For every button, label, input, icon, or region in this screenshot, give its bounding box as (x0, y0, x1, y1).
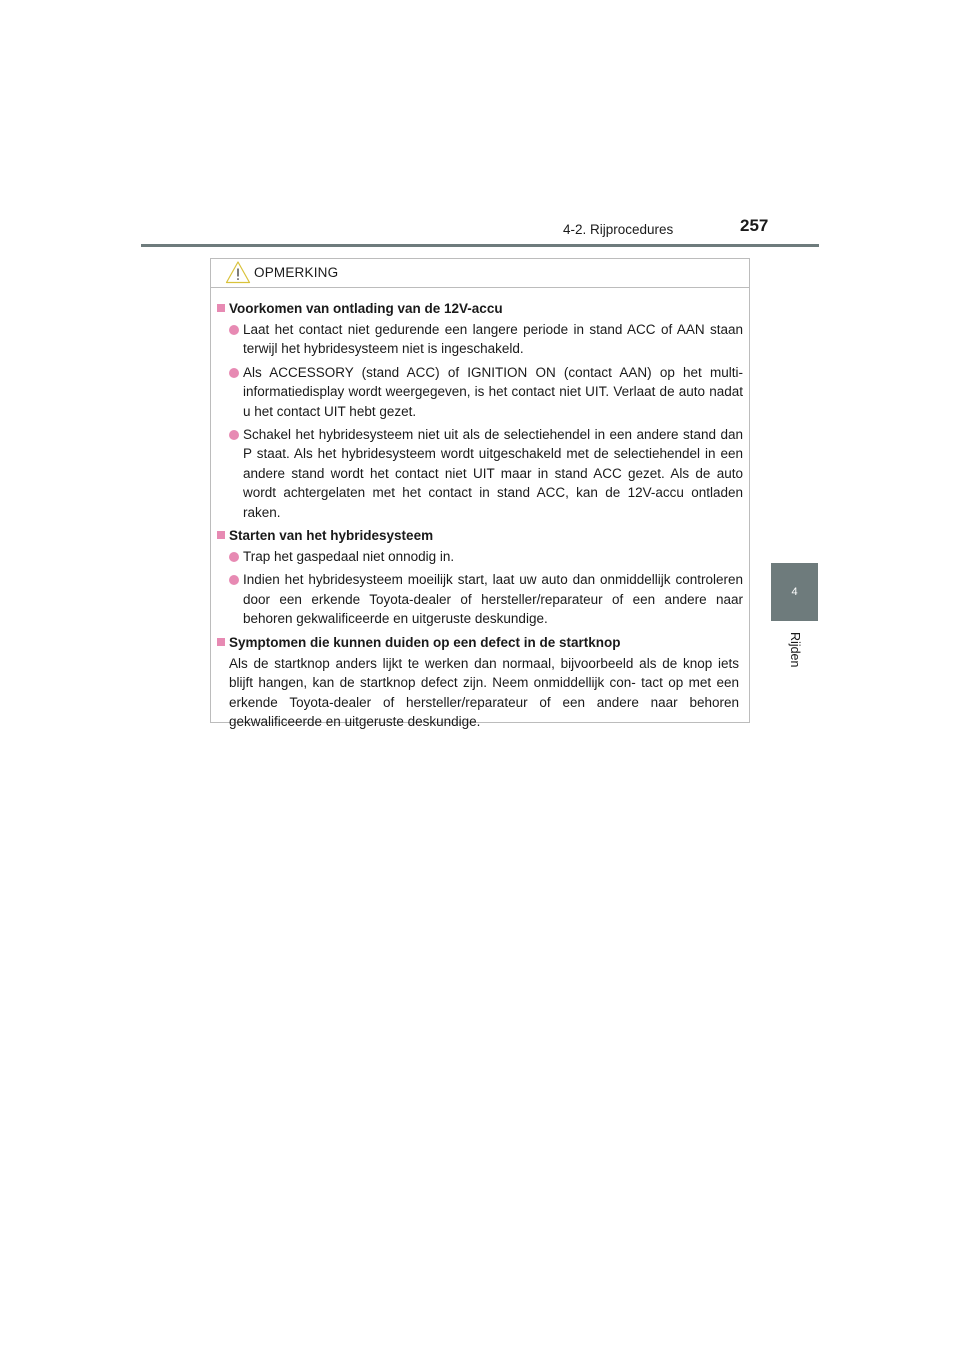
list-item: Laat het contact niet gedurende een langere periode in stand ACC of AAN staan terwijl het hybridesysteem niet is ingeschakeld. (217, 320, 743, 359)
chapter-number: 4 (791, 586, 798, 598)
square-bullet-icon (217, 531, 225, 539)
notice-title: OPMERKING (254, 265, 339, 280)
notice-body (211, 288, 749, 731)
section-paragraph: Als de startknop anders lijkt te werken dan normaal, bijvoorbeeld als de knop iets blijft hangen, kan de startknop defect zijn. Neem onmiddellijk con- tact op met een erkende Toyota-dealer of hersteller/reparateur of een andere naar behoren gekwalificeerde en uitgeruste deskundige. (229, 655, 739, 729)
notice-header (211, 259, 749, 288)
bullet-icon (229, 575, 239, 585)
section-heading: Starten van het hybridesysteem (217, 526, 743, 545)
square-bullet-icon (217, 638, 225, 646)
page-number: 257 (740, 216, 769, 235)
section-heading: Voorkomen van ontlading van de 12V-accu (217, 299, 743, 318)
list-item: Schakel het hybridesysteem niet uit als de selectiehendel in een andere stand dan P staat. Als het hybridesysteem wordt uitgeschakeld met de selectiehendel in een andere stand wordt het contact niet UIT maar in stand ACC gezet. Als de auto wordt achtergelaten met het contact in stand ACC, kan de 12V-accu ontladen raken. (217, 425, 743, 522)
list-item: Indien het hybridesysteem moeilijk start, laat uw auto dan onmiddellijk controleren door een erkende Toyota-dealer of hersteller/reparateur of een andere naar behoren gekwalificeerde en uitgeruste deskundige. (217, 570, 743, 628)
section-heading: Symptomen die kunnen duiden op een defect in de startknop (217, 633, 743, 652)
bullet-icon (229, 368, 239, 378)
list-item: Als ACCESSORY (stand ACC) of IGNITION ON (contact AAN) op het multi-informatiedisplay wordt weergegeven, is het contact niet UIT. Verlaat de auto nadat u het contact UIT hebt gezet. (217, 363, 743, 421)
bullet-icon (229, 430, 239, 440)
header-divider (141, 244, 819, 247)
bullet-icon (229, 552, 239, 562)
bullet-icon (229, 325, 239, 335)
warning-triangle-icon (225, 260, 251, 284)
list-item: Trap het gaspedaal niet onnodig in. (217, 547, 743, 566)
chapter-label: Rijden (788, 632, 802, 668)
section-title: 4-2. Rijprocedures (563, 222, 674, 237)
square-bullet-icon (217, 304, 225, 312)
notice-box (210, 258, 750, 729)
chapter-tab (771, 563, 818, 621)
